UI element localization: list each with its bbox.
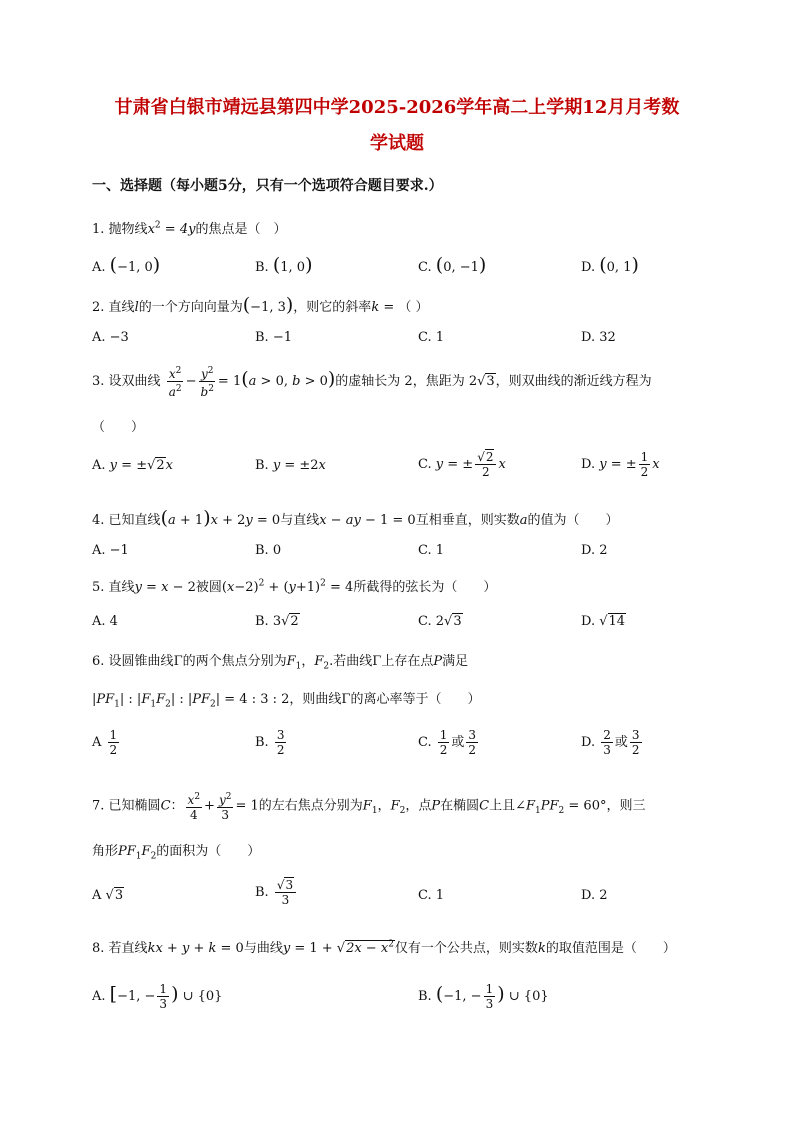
q7-option-a[interactable]: A √3 xyxy=(92,888,124,903)
exam-title-line2: 学试题 xyxy=(370,133,424,154)
q4-option-d[interactable]: D. 2 xyxy=(581,543,608,558)
question-6: 6. 设圆锥曲线Γ的两个焦点分别为$F_1$，$F_2$.若曲线Γ上存在点P满足 xyxy=(92,654,469,672)
q3-option-a[interactable]: A. y = ±√2x xyxy=(92,458,173,473)
q5-option-d[interactable]: D. √14 xyxy=(581,614,626,629)
q8-option-a[interactable]: A. [−1, − $\frac{1}{3}$ ) ∪ {0} xyxy=(92,982,223,1011)
q1-option-b[interactable]: B. (1, 0) xyxy=(255,254,313,276)
q1-option-a[interactable]: A. (−1, 0) xyxy=(92,254,161,276)
q1-option-d[interactable]: D. (0, 1) xyxy=(581,254,639,276)
q6-option-c[interactable]: C. $\frac{1}{2}$ 或 $\frac{3}{2}$ xyxy=(418,728,477,757)
exam-title-line1: 甘肃省白银市靖远县第四中学2025-2026学年高二上学期12月月考数 xyxy=(114,97,680,118)
question-8: 8. 若直线kx + y + k = 0与曲线$y = 1 + √2x - x^2$仅有一个公共点，则实数k的取值范围是（ ） xyxy=(92,939,676,956)
q2-option-b[interactable]: B. −1 xyxy=(255,330,292,345)
q2-option-d[interactable]: D. 32 xyxy=(581,330,616,345)
q4-option-a[interactable]: A. −1 xyxy=(92,543,129,558)
question-7-line2: 角形$PF_1F_2$的面积为（ ） xyxy=(92,844,261,862)
q3-option-d[interactable]: D. y = ± $\frac{1}{2}$ x xyxy=(581,450,660,479)
question-7: 7. 已知椭圆C： $\frac{x^2}{4}$ + $\frac{y^2}{3}$ = 1的左右焦点分别为$F_1$，$F_2$，点P在椭圆C上且$\angle F_1PF_2 = 60^\circ$，则三 xyxy=(92,792,646,822)
question-3: 3. 设双曲线 $\frac{x^2}{a^2}$ − $\frac{y^2}{b^2}$ = 1(a > 0, b > 0)的虚轴长为 2，焦距为 2√3，则双曲线的渐近线方程为 xyxy=(92,366,652,399)
question-6-line2: $|PF_1|$ : $|F_1F_2|$ : $|PF_2| = 4$ : 3 : 2，则曲线Γ的离心率等于（ ） xyxy=(92,692,481,710)
q4-option-b[interactable]: B. 0 xyxy=(255,543,282,558)
q4-option-c[interactable]: C. 1 xyxy=(418,543,445,558)
section-heading: 一、选择题（每小题5分，只有一个选项符合题目要求.） xyxy=(92,178,443,194)
q5-option-a[interactable]: A. 4 xyxy=(92,614,118,629)
q6-option-d[interactable]: D. $\frac{2}{3}$ 或 $\frac{3}{2}$ xyxy=(581,728,640,757)
q3-option-c[interactable]: C. y = ± $\frac{√2}{2}$ x xyxy=(418,450,506,479)
q5-option-b[interactable]: B. 3√2 xyxy=(255,614,299,629)
q2-option-c[interactable]: C. 1 xyxy=(418,330,445,345)
question-3-line2: （ ） xyxy=(92,420,145,435)
q7-option-d[interactable]: D. 2 xyxy=(581,888,608,903)
q2-option-a[interactable]: A. −3 xyxy=(92,330,129,345)
q6-option-a[interactable]: A $\frac{1}{2}$ xyxy=(92,728,118,757)
q8-option-b[interactable]: B. (−1, − $\frac{1}{3}$ ) ∪ {0} xyxy=(418,982,549,1011)
q7-option-b[interactable]: B. $\frac{√3}{3}$ xyxy=(255,878,298,907)
q7-option-c[interactable]: C. 1 xyxy=(418,888,445,903)
q3-option-b[interactable]: B. y = ±2x xyxy=(255,458,326,473)
q5-option-c[interactable]: C. 2√3 xyxy=(418,614,462,629)
question-2: 2. 直线l的一个方向向量为(−1, 3)，则它的斜率k = （ ） xyxy=(92,294,429,316)
question-5: 5. 直线y = x − 2被圆$(x-2)^2 + (y+1)^2 = 4$所截得的弦长为（ ） xyxy=(92,578,497,595)
question-1: 1. 抛物线$x^2 = 4y$的焦点是（ ） xyxy=(92,220,287,237)
q1-option-c[interactable]: C. (0, −1) xyxy=(418,254,487,276)
q6-option-b[interactable]: B. $\frac{3}{2}$ xyxy=(255,728,285,757)
question-4: 4. 已知直线(a + 1)x + 2y = 0与直线x − ay − 1 = 0互相垂直，则实数a的值为（ ） xyxy=(92,507,619,529)
